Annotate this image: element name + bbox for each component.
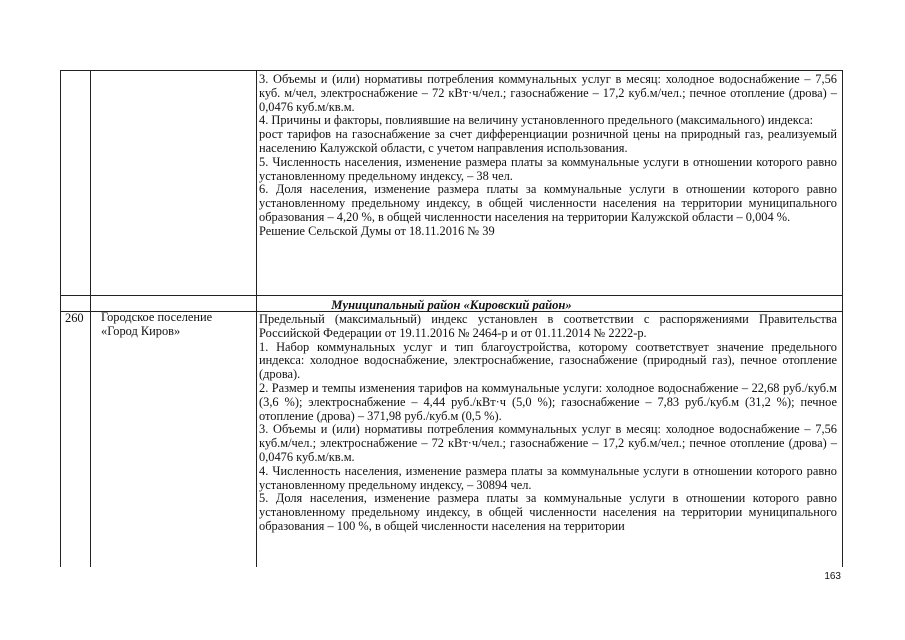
row-paragraph-1: 1. Набор коммунальных услуг и тип благоустройства, которому соответствует значение предельного индекса: холодное водоснабжение, электроснабжение, газоснабжение (природный газ), печное отопление (дрова).	[259, 339, 837, 382]
data-table	[60, 70, 843, 567]
top-paragraph-5: 5. Численность населения, изменение размера платы за коммунальные услуги в отношении которого равно установленному предельному индексу, – 38 чел.	[259, 154, 837, 183]
column-divider-1	[90, 71, 91, 567]
row-paragraph-intro: Предельный (максимальный) индекс установлен в соответствии с распоряжениями Правительства Российской Федерации от 19.11.2016 № 2464-р и от 01.11.2014 № 2222-р.	[259, 312, 837, 340]
page-number: 163	[824, 571, 841, 582]
row-number: 260	[65, 311, 84, 325]
row-paragraph-2: 2. Размер и темпы изменения тарифов на коммунальные услуги: холодное водоснабжение – 22,68 руб./куб.м (3,6 %); электроснабжение – 4,44 руб./кВт·ч (5,0 %); газоснабжение – 7,83 руб./куб.м (31,2 %); печное отопление (дрова) – 371,98 руб./куб.м (0,5 %).	[259, 380, 837, 423]
top-paragraph-4-detail: рост тарифов на газоснабжение за счет дифференциации розничной цены на природный газ, реализуемый населению Калужской области, с учетом направления использования.	[259, 127, 837, 155]
column-divider-2	[256, 71, 257, 567]
top-paragraph-4: 4. Причины и факторы, повлиявшие на величину установленного предельного (максимального) индекса:	[259, 113, 814, 128]
top-paragraph-3: 3. Объемы и (или) нормативы потребления коммунальных услуг в месяц: холодное водоснабжение – 7,56 куб. м/чел, электроснабжение – 72 кВт·ч/чел.; газоснабжение – 17,2 куб.м/чел.; печное отопление (дрова) – 0,0476 куб.м/кв.м.	[259, 72, 837, 114]
top-block-text	[259, 73, 837, 239]
section-title: Муниципальный район «Кировский район»	[331, 298, 572, 312]
top-paragraph-6: 6. Доля населения, изменение размера платы за коммунальные услуги в отношении которого равно установленному предельному индексу, в общей численности населения на территории муниципального образования – 4,20 %, в общей численности населения на территории Калужской области – 0,004 %.	[259, 182, 837, 224]
row-paragraph-4: 4. Численность населения, изменение размера платы за коммунальные услуги в отношении которого равно установленному предельному индексу, – 30894 чел.	[259, 463, 837, 492]
row-paragraph-3: 3. Объемы и (или) нормативы потребления коммунальных услуг в месяц: холодное водоснабжение – 7,56 куб.м/чел.; электроснабжение – 72 кВт·ч/чел.; газоснабжение – 17,2 куб.м/чел.; печное отопление (дрова) – 0,0476 куб.м/кв.м.	[259, 422, 837, 464]
row-municipality-name: Городское поселение «Город Киров»	[101, 310, 213, 338]
row-description	[259, 313, 837, 534]
section-top-border	[61, 295, 842, 296]
row-paragraph-5: 5. Доля населения, изменение размера платы за коммунальные услуги в отношении которого равно установленному предельному индексу, в общей численности населения на территории муниципального образования – 100 %, в общей численности населения на территории	[259, 491, 837, 533]
decision-reference: Решение Сельской Думы от 18.11.2016 № 39	[259, 223, 495, 238]
